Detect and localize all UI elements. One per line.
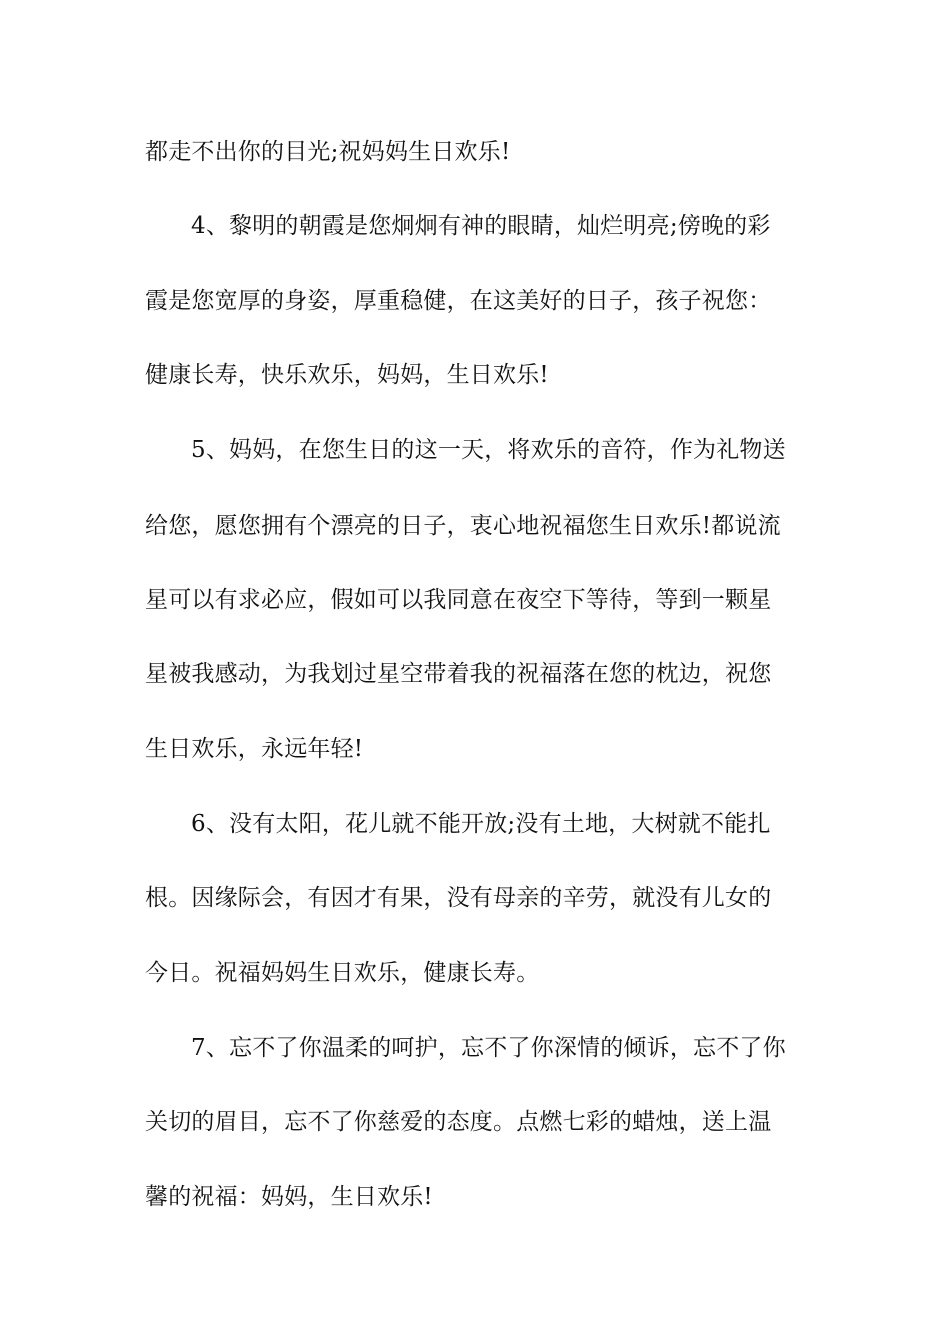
paragraph-5-line-5: 生日欢乐，永远年轻! [145, 736, 364, 762]
paragraph-5-line-1: 5、妈妈，在您生日的这一天，将欢乐的音符，作为礼物送 [191, 437, 786, 463]
paragraph-7-line-1: 7、忘不了你温柔的呵护，忘不了你深情的倾诉，忘不了你 [191, 1035, 786, 1061]
paragraph-4-line-2: 霞是您宽厚的身姿，厚重稳健，在这美好的日子，孩子祝您： [145, 288, 772, 314]
paragraph-7-line-2: 关切的眉目，忘不了你慈爱的态度。点燃七彩的蜡烛，送上温 [145, 1109, 772, 1135]
paragraph-5-line-2: 给您，愿您拥有个漂亮的日子，衷心地祝福您生日欢乐!都说流 [145, 513, 781, 539]
paragraph-4-line-3: 健康长寿，快乐欢乐，妈妈，生日欢乐! [145, 362, 549, 388]
paragraph-7-line-3: 馨的祝福：妈妈，生日欢乐! [145, 1184, 433, 1210]
paragraph-5-line-3: 星可以有求必应，假如可以我同意在夜空下等待，等到一颗星 [145, 587, 772, 613]
paragraph-5-line-4: 星被我感动，为我划过星空带着我的祝福落在您的枕边，祝您 [145, 661, 772, 687]
text-line-1: 都走不出你的目光;祝妈妈生日欢乐! [145, 139, 511, 165]
paragraph-6-line-3: 今日。祝福妈妈生日欢乐，健康长寿。 [145, 960, 540, 986]
paragraph-4-line-1: 4、黎明的朝霞是您炯炯有神的眼睛，灿烂明亮;傍晚的彩 [191, 213, 771, 239]
paragraph-6-line-2: 根。因缘际会，有因才有果，没有母亲的辛劳，就没有儿女的 [145, 885, 772, 911]
paragraph-6-line-1: 6、没有太阳，花儿就不能开放;没有土地，大树就不能扎 [191, 811, 771, 837]
